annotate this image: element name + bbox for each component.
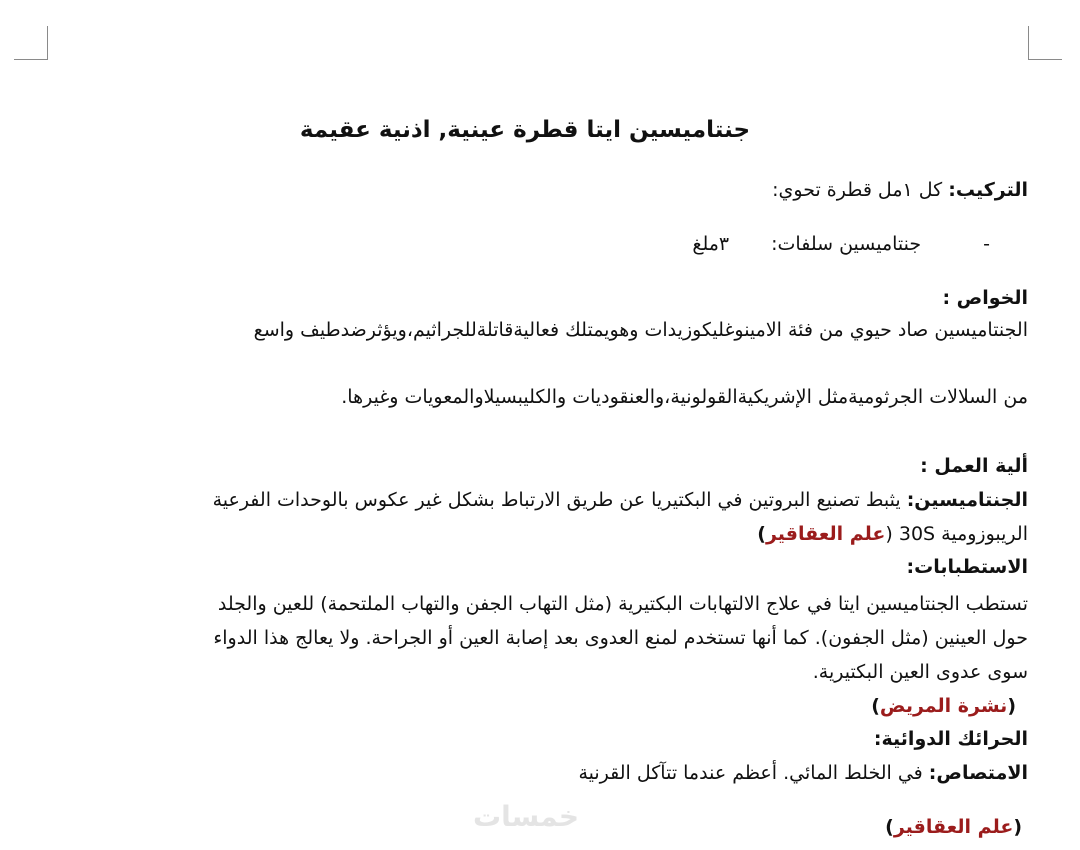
absorption-label: الامتصاص:	[928, 762, 1028, 784]
indications-ref-open: (	[1007, 695, 1016, 717]
composition-label: التركيب:	[948, 179, 1028, 201]
indications-label: الاستطبابات:	[906, 556, 1028, 578]
properties-line-2: من السلالات الجرثوميةمثل الإشريكيةالقولونية،والعنقوديات والكليبسيلاوالمعويات وغيرها.	[341, 386, 1028, 408]
mechanism-line-1-text: يثبط تصنيع البروتين في البكتيريا عن طريق الارتباط بشكل غير عكوس بالوحدات الفرعية	[212, 489, 907, 511]
mechanism-line-2-text: الريبوزومية 30S (	[885, 523, 1028, 545]
mechanism-line-2	[40, 520, 1028, 548]
pharmacokinetics-reference: علم العقاقير	[893, 816, 1014, 838]
mechanism-drug-label: الجنتاميسين:	[906, 489, 1028, 511]
composition-text: كل ١مل قطرة تحوي:	[772, 179, 949, 201]
indications-ref-close: )	[871, 695, 880, 717]
indications-line-2: حول العينين (مثل الجفون). كما أنها تستخدم لمنع العدوى بعد إصابة العين أو الجراحة. ولا يعالج هذا الدواء	[213, 627, 1028, 649]
pharmacokinetics-ref-close: )	[885, 816, 894, 838]
indications-reference-line	[40, 692, 1016, 720]
mechanism-line-1	[40, 486, 1028, 514]
watermark-logo: خمسات	[473, 800, 580, 833]
composition-item-amount: ٣ملغ	[692, 233, 730, 255]
absorption-text: في الخلط المائي. أعظم عندما تتآكل القرنية	[578, 762, 929, 784]
indications-line-3: سوى عدوى العين البكتيرية.	[812, 661, 1028, 683]
indications-line-1: تستطب الجنتاميسين ايتا في علاج الالتهابات البكتيرية (مثل التهاب الجفن والتهاب الملتحمة) للعين والجلد	[217, 593, 1028, 615]
composition-item	[40, 230, 990, 258]
pharmacokinetics-label: الحرائك الدوائية:	[873, 728, 1028, 750]
composition-line	[40, 176, 1028, 204]
properties-line-1: الجنتاميسين صاد حيوي من فئة الامينوغليكوزيدات وهويمتلك فعاليةقاتلةللجراثيم،ويؤثرضدطيف واسع	[253, 319, 1028, 341]
composition-item-name: جنتاميسين سلفات:	[771, 233, 922, 255]
mechanism-reference-close: )	[757, 523, 766, 545]
composition-item-bullet: -	[983, 233, 990, 255]
document-title: جنتاميسين ايتا قطرة عينية, اذنية عقيمة	[299, 117, 751, 143]
mechanism-reference: علم العقاقير	[765, 523, 886, 545]
properties-label: الخواص :	[942, 287, 1028, 309]
mechanism-label: ألية العمل :	[920, 455, 1028, 477]
indications-reference: نشرة المريض	[879, 695, 1008, 717]
absorption-line	[40, 759, 1028, 787]
pharmacokinetics-ref-open: (	[1013, 816, 1022, 838]
